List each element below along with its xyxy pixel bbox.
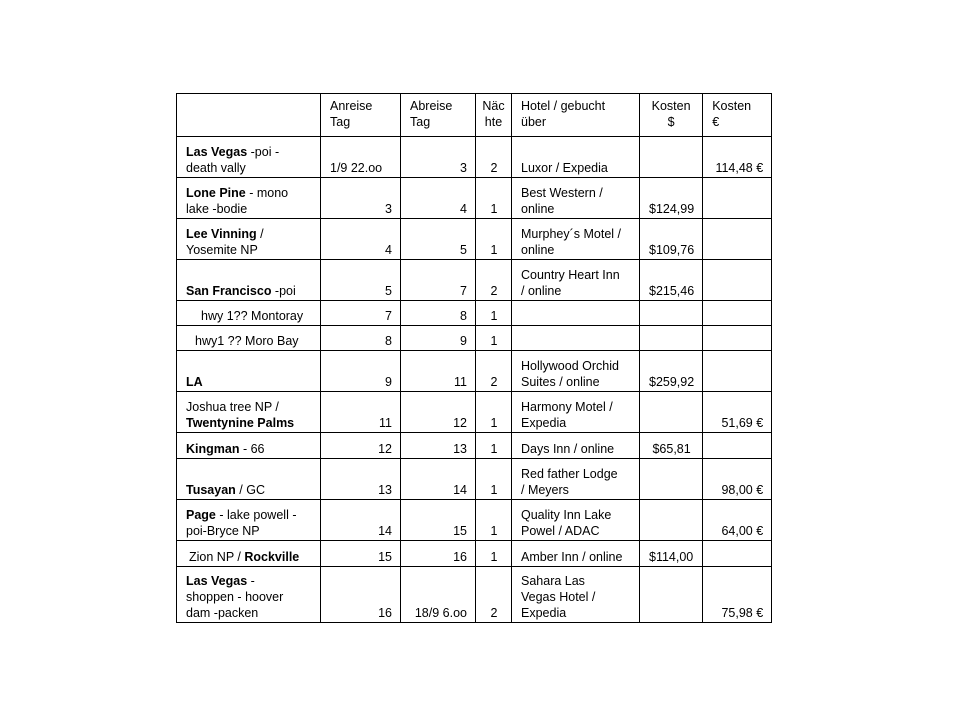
- naechte-cell: 1: [476, 541, 512, 567]
- kosten-eur-cell: [703, 301, 772, 326]
- hotel-cell: Harmony Motel / Expedia: [512, 392, 640, 433]
- abreise-cell: 4: [401, 178, 476, 219]
- kosten-eur-cell: [703, 351, 772, 392]
- ort-cell: Tusayan / GC: [177, 459, 321, 500]
- hotel-cell: Hollywood Orchid Suites / online: [512, 351, 640, 392]
- ort-cell: hwy1 ?? Moro Bay: [177, 326, 321, 351]
- anreise-cell: 15: [321, 541, 401, 567]
- ort-cell: San Francisco -poi: [177, 260, 321, 301]
- kosten-eur-cell: [703, 326, 772, 351]
- hotel-cell: Quality Inn Lake Powel / ADAC: [512, 500, 640, 541]
- kosten-usd-cell: $259,92: [640, 351, 703, 392]
- kosten-usd-cell: $124,99: [640, 178, 703, 219]
- abreise-cell: 16: [401, 541, 476, 567]
- anreise-cell: 14: [321, 500, 401, 541]
- travel-itinerary-table: [176, 93, 772, 623]
- naechte-cell: 2: [476, 137, 512, 178]
- table-row: [177, 178, 772, 219]
- header-ort: [177, 94, 321, 137]
- table-row: [177, 137, 772, 178]
- abreise-cell: 7: [401, 260, 476, 301]
- header-hotel: Hotel / gebucht über: [512, 94, 640, 137]
- kosten-eur-cell: [703, 178, 772, 219]
- kosten-usd-cell: [640, 137, 703, 178]
- hotel-cell: [512, 301, 640, 326]
- hotel-cell: [512, 326, 640, 351]
- header-abreise: Abreise Tag: [401, 94, 476, 137]
- abreise-cell: 14: [401, 459, 476, 500]
- abreise-cell: 9: [401, 326, 476, 351]
- ort-cell: hwy 1?? Montoray: [177, 301, 321, 326]
- header-kosten-usd: Kosten $: [640, 94, 703, 137]
- table-row: [177, 219, 772, 260]
- ort-cell: Lone Pine - mono lake -bodie: [177, 178, 321, 219]
- abreise-cell: 3: [401, 137, 476, 178]
- naechte-cell: 1: [476, 301, 512, 326]
- hotel-cell: Amber Inn / online: [512, 541, 640, 567]
- anreise-cell: 9: [321, 351, 401, 392]
- kosten-usd-cell: $215,46: [640, 260, 703, 301]
- kosten-usd-cell: [640, 392, 703, 433]
- abreise-cell: 8: [401, 301, 476, 326]
- abreise-cell: 13: [401, 433, 476, 459]
- ort-cell: Joshua tree NP / Twentynine Palms: [177, 392, 321, 433]
- table-row: [177, 260, 772, 301]
- anreise-cell: 12: [321, 433, 401, 459]
- naechte-cell: 1: [476, 459, 512, 500]
- abreise-cell: 18/9 6.oo: [401, 567, 476, 623]
- abreise-cell: 15: [401, 500, 476, 541]
- hotel-cell: Red father Lodge / Meyers: [512, 459, 640, 500]
- table-row: [177, 459, 772, 500]
- kosten-eur-cell: [703, 433, 772, 459]
- naechte-cell: 1: [476, 178, 512, 219]
- ort-cell: Kingman - 66: [177, 433, 321, 459]
- naechte-cell: 1: [476, 500, 512, 541]
- kosten-usd-cell: [640, 567, 703, 623]
- table-row: [177, 567, 772, 623]
- anreise-cell: 4: [321, 219, 401, 260]
- naechte-cell: 1: [476, 326, 512, 351]
- kosten-eur-cell: 64,00 €: [703, 500, 772, 541]
- ort-cell: Las Vegas -poi - death vally: [177, 137, 321, 178]
- kosten-usd-cell: $114,00: [640, 541, 703, 567]
- kosten-eur-cell: [703, 541, 772, 567]
- kosten-eur-cell: [703, 260, 772, 301]
- anreise-cell: 8: [321, 326, 401, 351]
- header-row: [177, 94, 772, 137]
- naechte-cell: 2: [476, 260, 512, 301]
- kosten-usd-cell: [640, 326, 703, 351]
- table-row: [177, 541, 772, 567]
- kosten-eur-cell: [703, 219, 772, 260]
- kosten-usd-cell: $65,81: [640, 433, 703, 459]
- naechte-cell: 2: [476, 351, 512, 392]
- ort-cell: Lee Vinning / Yosemite NP: [177, 219, 321, 260]
- anreise-cell: 3: [321, 178, 401, 219]
- header-naechte: Näc hte: [476, 94, 512, 137]
- kosten-usd-cell: [640, 500, 703, 541]
- hotel-cell: Days Inn / online: [512, 433, 640, 459]
- abreise-cell: 11: [401, 351, 476, 392]
- hotel-cell: Sahara Las Vegas Hotel / Expedia: [512, 567, 640, 623]
- ort-cell: Zion NP / Rockville: [177, 541, 321, 567]
- kosten-eur-cell: 98,00 €: [703, 459, 772, 500]
- kosten-usd-cell: [640, 301, 703, 326]
- ort-cell: Page - lake powell - poi-Bryce NP: [177, 500, 321, 541]
- table-row: [177, 392, 772, 433]
- table-row: [177, 326, 772, 351]
- kosten-usd-cell: $109,76: [640, 219, 703, 260]
- table-row: [177, 301, 772, 326]
- table-row: [177, 351, 772, 392]
- kosten-eur-cell: 51,69 €: [703, 392, 772, 433]
- anreise-cell: 11: [321, 392, 401, 433]
- naechte-cell: 1: [476, 392, 512, 433]
- kosten-eur-cell: 114,48 €: [703, 137, 772, 178]
- anreise-cell: 5: [321, 260, 401, 301]
- naechte-cell: 2: [476, 567, 512, 623]
- table-row: [177, 433, 772, 459]
- anreise-cell: 7: [321, 301, 401, 326]
- hotel-cell: Murphey´s Motel / online: [512, 219, 640, 260]
- table-row: [177, 500, 772, 541]
- abreise-cell: 12: [401, 392, 476, 433]
- naechte-cell: 1: [476, 219, 512, 260]
- hotel-cell: Luxor / Expedia: [512, 137, 640, 178]
- anreise-cell: 16: [321, 567, 401, 623]
- abreise-cell: 5: [401, 219, 476, 260]
- hotel-cell: Country Heart Inn / online: [512, 260, 640, 301]
- anreise-cell: 1/9 22.oo: [321, 137, 401, 178]
- anreise-cell: 13: [321, 459, 401, 500]
- header-kosten-eur: Kosten €: [703, 94, 772, 137]
- naechte-cell: 1: [476, 433, 512, 459]
- kosten-eur-cell: 75,98 €: [703, 567, 772, 623]
- ort-cell: Las Vegas - shoppen - hoover dam -packen: [177, 567, 321, 623]
- header-anreise: Anreise Tag: [321, 94, 401, 137]
- kosten-usd-cell: [640, 459, 703, 500]
- ort-cell: LA: [177, 351, 321, 392]
- hotel-cell: Best Western / online: [512, 178, 640, 219]
